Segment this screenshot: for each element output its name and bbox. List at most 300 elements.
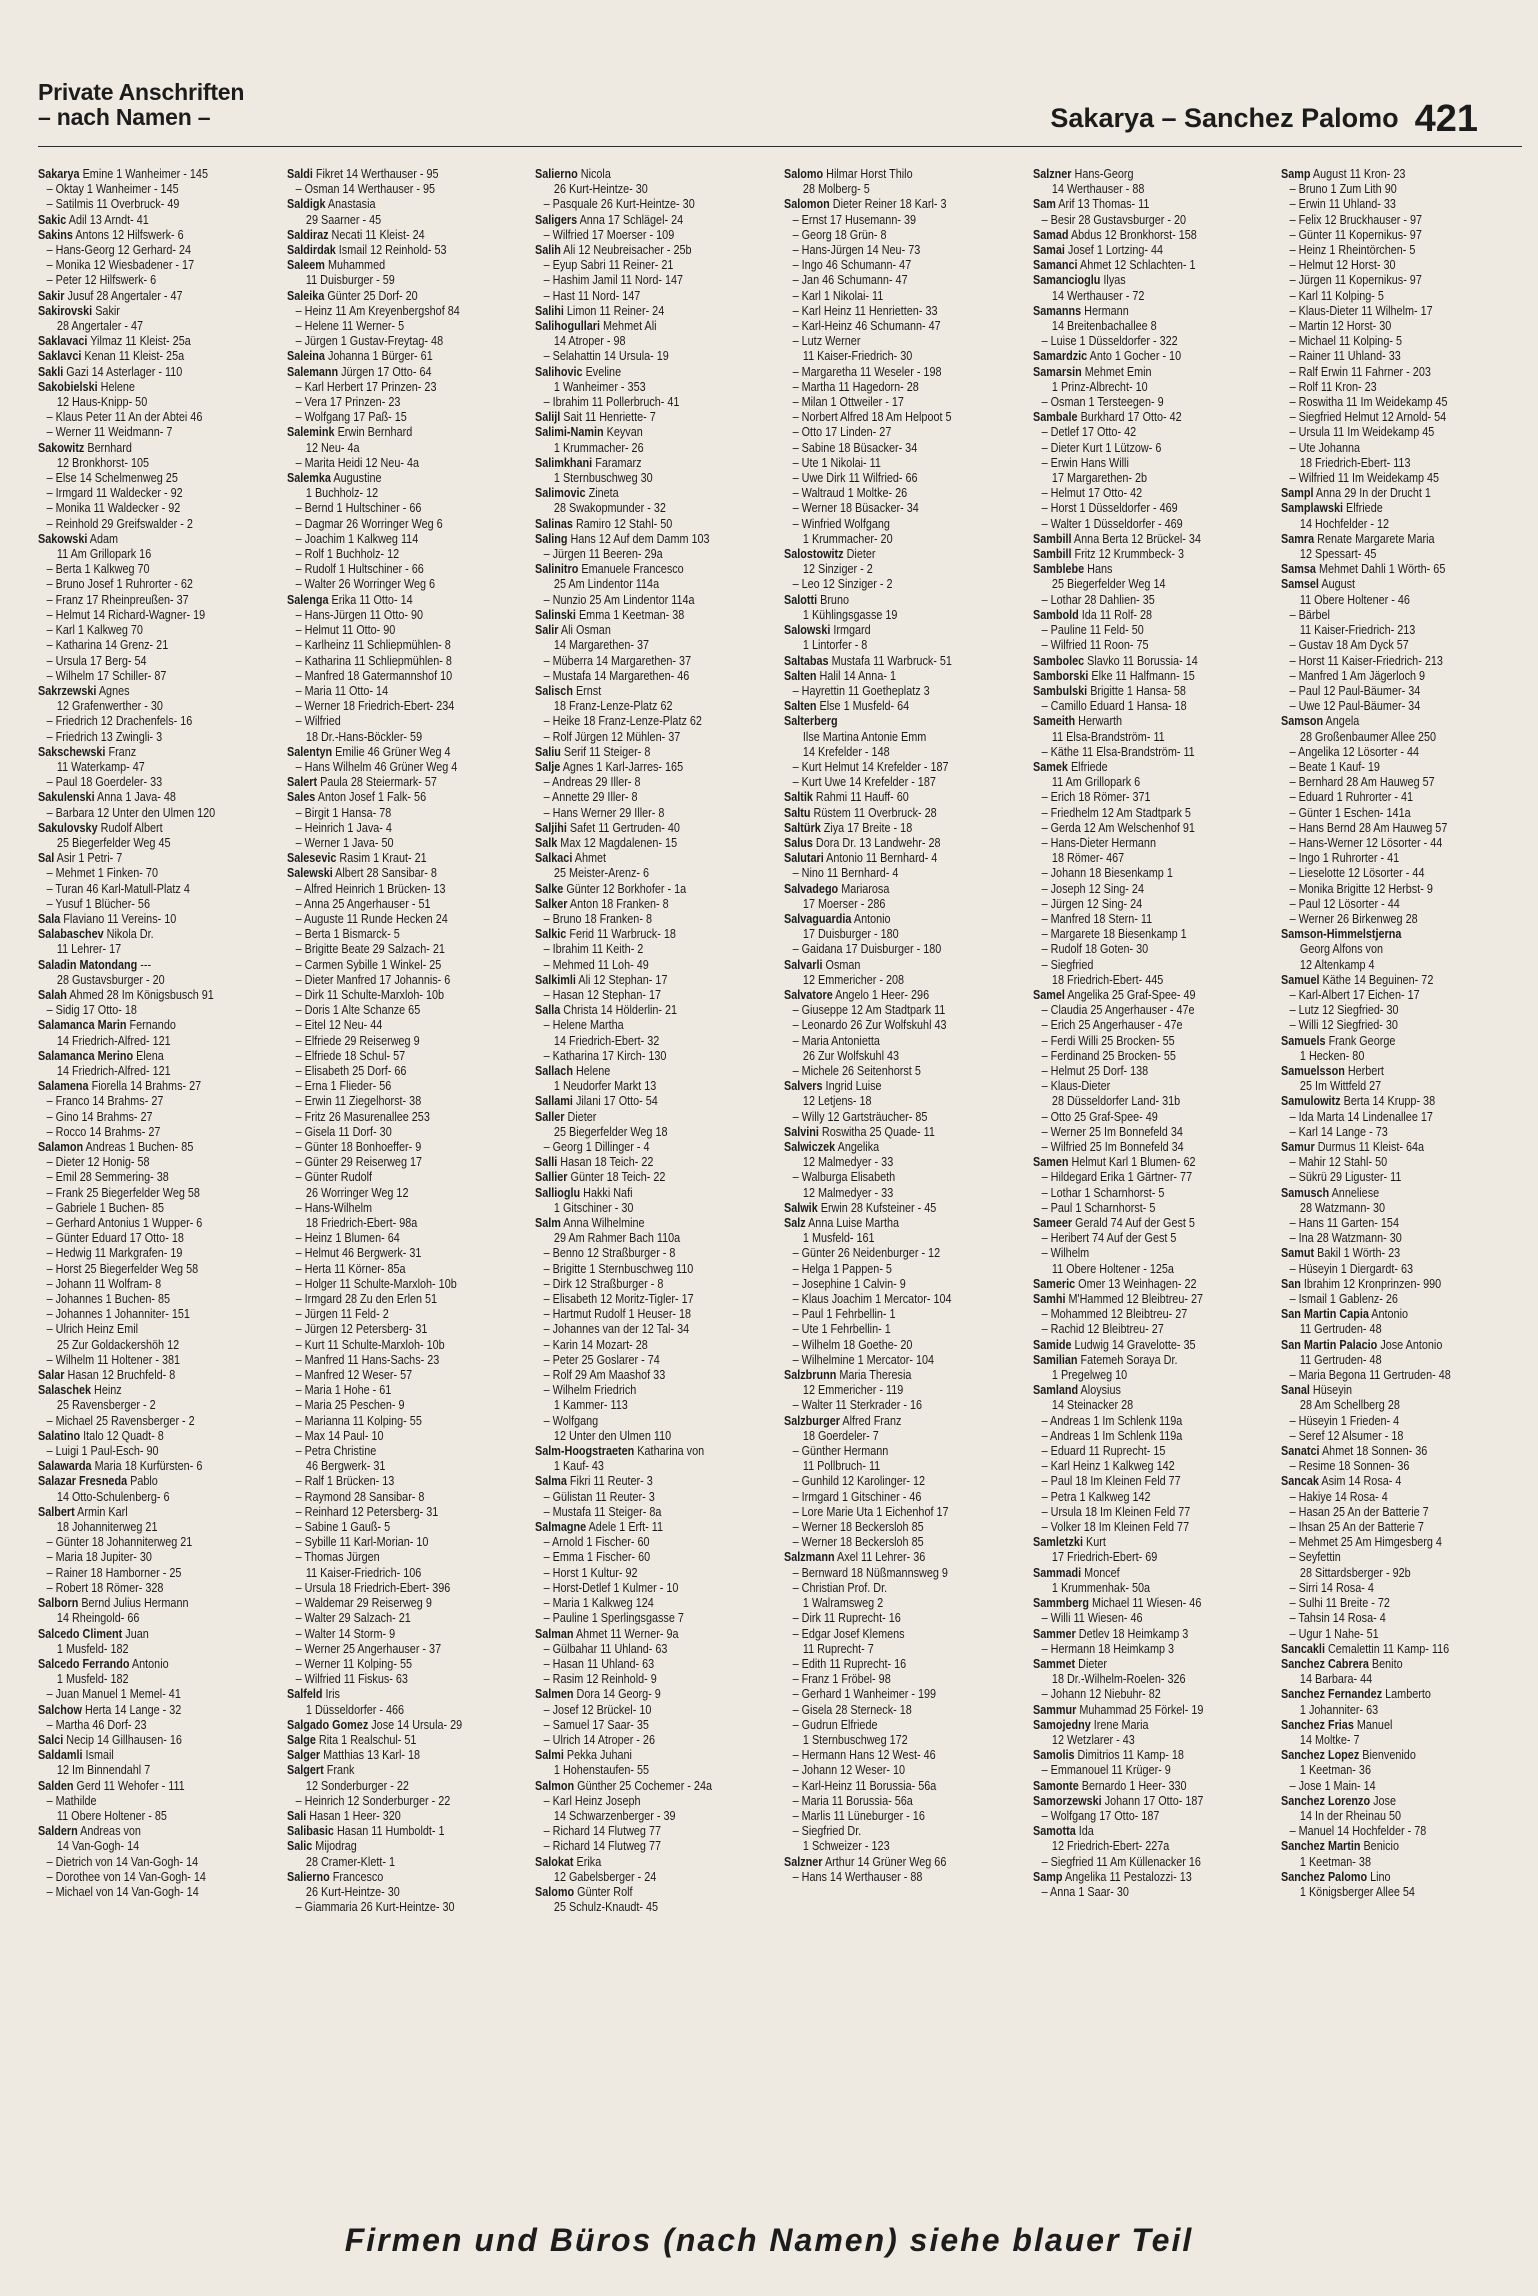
directory-entry [1281,654,1521,669]
entry-details: – Hakiye 14 Rosa- 4 [1289,1489,1389,1504]
surname: Samen [1032,1155,1069,1170]
directory-entry [535,882,775,897]
entry-details: Hans-Georg [1071,167,1134,181]
directory-entry [287,1763,527,1778]
entry-details: 12 Wetzlarer - 43 [1051,1732,1135,1747]
surname: Salazar Fresneda [38,1474,128,1489]
surname: Salvadego [784,881,839,896]
entry-details: – Lieselotte 12 Lösorter - 44 [1289,866,1425,881]
directory-entry [784,1262,1024,1277]
directory-entry [287,897,527,912]
entry-details: Angelika [835,1140,880,1154]
directory-entry [784,1748,1024,1763]
directory-entry [1033,486,1273,501]
directory-entry [38,866,278,881]
entry-details: – Maria Begona 11 Gertruden- 48 [1289,1368,1452,1383]
surname: Salmagne [535,1520,587,1535]
entry-details: – Dorothee von 14 Van-Gogh- 14 [46,1869,206,1884]
directory-entry [535,441,775,456]
directory-entry [535,1520,775,1535]
directory-entry [784,821,1024,836]
directory-entry [38,1353,278,1368]
entry-details: 11 Am Grillopark 16 [56,547,152,562]
entry-details: – Ralf 1 Brücken- 13 [295,1474,395,1489]
entry-details: Agnes 1 Karl-Jarres- 165 [560,759,684,774]
surname: Saldirdak [286,243,336,258]
directory-entry [287,319,527,334]
entry-details: Elfriede [1067,759,1108,774]
directory-entry [287,425,527,440]
surname: Salzner [784,1854,823,1869]
entry-details: – Petra Christine [295,1444,376,1459]
entry-details: Antonio 11 Bernhard- 4 [823,851,938,866]
directory-entry [38,942,278,957]
directory-entry [784,167,1024,182]
entry-details: 18 Friedrich-Ebert- 113 [1300,455,1411,470]
directory-entry [1033,319,1273,334]
entry-details: – Seref 12 Alsumer - 18 [1289,1428,1404,1443]
directory-entry [38,1110,278,1125]
directory-entry [784,471,1024,486]
directory-entry [1281,410,1521,425]
directory-entry [287,1718,527,1733]
directory-entry [38,1611,278,1626]
directory-entry [1281,1383,1521,1398]
surname: Samuel [1281,972,1320,987]
directory-entry [1281,547,1521,562]
entry-details: – Osman 14 Werthauser - 95 [295,182,435,197]
entry-details: 1 Wanheimer - 353 [554,379,646,394]
entry-details: – Dieter Manfred 17 Johannis- 6 [295,972,451,987]
directory-entry [287,547,527,562]
entry-details: Renate Margarete Maria [1314,531,1435,546]
surname: Sanchez Lorenzo [1281,1793,1371,1808]
directory-entry [287,1170,527,1185]
entry-details: – Doris 1 Alte Schanze 65 [295,1003,420,1018]
directory-entry [287,1611,527,1626]
entry-details: 1 Krummacher- 20 [802,531,893,546]
surname: Saldern [38,1824,78,1839]
entry-details: – Angelika 12 Lösorter - 44 [1289,744,1420,759]
directory-entry [535,182,775,197]
directory-entry [38,319,278,334]
directory-entry [38,1459,278,1474]
directory-entry [1033,1094,1273,1109]
directory-entry [1281,988,1521,1003]
entry-details: Muhammed [324,258,385,273]
directory-entry [1281,1642,1521,1657]
surname: Samletzki [1032,1535,1083,1550]
entry-details: – Gülbahar 11 Uhland- 63 [543,1641,668,1656]
directory-entry [1281,669,1521,684]
entry-details: Hans 12 Auf dem Damm 103 [567,531,710,546]
entry-details: – Leonardo 26 Zur Wolfskuhl 43 [792,1018,947,1033]
entry-details: – Barbara 12 Unter den Ulmen 120 [46,805,216,820]
directory-entry [1033,958,1273,973]
entry-details: – Michael 11 Kolping- 5 [1289,334,1403,349]
surname: Samanci [1032,258,1078,273]
entry-details: Bernardo 1 Heer- 330 [1078,1778,1187,1793]
directory-entry [38,927,278,942]
entry-details: – Marlis 11 Lüneburger - 16 [792,1808,925,1823]
entry-details: Frank George [1325,1033,1396,1048]
page-range-header [1050,94,1478,140]
entry-details: – Siegfried [1041,957,1094,972]
directory-entry [535,562,775,577]
entry-details: 28 Molberg- 5 [802,182,870,197]
directory-entry [1033,912,1273,927]
directory-entry [1033,1703,1273,1718]
directory-entry [535,790,775,805]
directory-entry [535,258,775,273]
entry-details: – Hermann 18 Heimkamp 3 [1041,1641,1174,1656]
directory-entry [1033,1307,1273,1322]
entry-details: 18 Dr.-Hans-Böckler- 59 [305,729,422,744]
surname: Samsel [1281,577,1320,592]
entry-details: Emanuele Francesco [578,562,685,577]
directory-entry [784,1216,1024,1231]
directory-entry [38,638,278,653]
entry-details: – Manfred 12 Weser- 57 [295,1368,412,1383]
surname: Samhi [1032,1292,1066,1307]
directory-entry [784,1687,1024,1702]
surname: Saligers [535,212,578,227]
surname: Sanchez Fernandez [1281,1687,1383,1702]
directory-entry [287,1398,527,1413]
directory-entry [535,547,775,562]
entry-details: Andreas 1 Buchen- 85 [83,1140,194,1154]
surname: Saltabas [784,653,829,668]
directory-entry [784,1155,1024,1170]
surname: Salotti [784,592,818,607]
entry-details: 11 Gertruden- 48 [1300,1352,1382,1367]
directory-entry [1281,1748,1521,1763]
entry-details: – Joachim 1 Kalkweg 114 [295,531,418,546]
directory-entry [287,623,527,638]
entry-details: – Luise 1 Düsseldorfer - 322 [1041,334,1178,349]
entry-details: Benito [1369,1656,1403,1671]
directory-entry [1281,836,1521,851]
directory-entry [1281,289,1521,304]
directory-entry [784,851,1024,866]
directory-entry [535,1566,775,1581]
entry-details: – Hans Wilhelm 46 Grüner Weg 4 [295,759,458,774]
directory-entry [784,213,1024,228]
entry-details: Dieter [843,547,876,562]
entry-details: Abdus 12 Bronkhorst- 158 [1068,227,1197,242]
entry-details: – Jan 46 Schumann- 47 [792,273,908,288]
directory-entry [535,1535,775,1550]
directory-entry [1033,1170,1273,1185]
surname: Salke [535,881,564,896]
entry-details: – Giammaria 26 Kurt-Heintze- 30 [295,1900,455,1915]
directory-entry [535,806,775,821]
directory-entry [287,1094,527,1109]
entry-details: Ibrahim 12 Kronprinzen- 990 [1301,1276,1442,1291]
entry-details: – Jürgen 1 Gustav-Freytag- 48 [295,334,443,349]
entry-details: 12 Haus-Knipp- 50 [56,395,148,410]
entry-details: 28 Watzmann- 30 [1300,1200,1386,1215]
directory-entry [287,912,527,927]
entry-details: – Ferdi Willi 25 Brocken- 55 [1041,1033,1175,1048]
directory-entry [1281,1733,1521,1748]
directory-entry [287,1581,527,1596]
directory-entry [535,1110,775,1125]
directory-entry [535,1246,775,1261]
entry-details: – Emil 28 Semmering- 38 [46,1170,169,1185]
directory-entry [535,836,775,851]
surname: Salten [784,699,817,714]
directory-entry [1033,380,1273,395]
entry-details: 1 Pregelweg 10 [1051,1368,1127,1383]
entry-details: 1 Gitschiner - 30 [554,1200,634,1215]
entry-details: – Karl-Heinz 11 Borussia- 56a [792,1778,937,1793]
directory-entry [1033,365,1273,380]
entry-details: – Käthe 11 Elsa-Brandström- 11 [1041,744,1195,759]
directory-entry [38,197,278,212]
directory-entry [287,1809,527,1824]
entry-details: Mehmet Ali [600,319,657,334]
surname: Salaschek [38,1383,91,1398]
surname: Salisch [535,683,574,698]
entry-details: – Willy 12 Gartsträucher- 85 [792,1109,928,1124]
directory-entry [1281,973,1521,988]
surname: Salzbrunn [784,1368,837,1383]
directory-entry [1033,730,1273,745]
entry-details: – Walter 26 Worringer Weg 6 [295,577,435,592]
directory-entry [1033,1368,1273,1383]
directory-entry [535,851,775,866]
directory-entry [1281,760,1521,775]
directory-entry [1281,1794,1521,1809]
entry-details: 17 Friedrich-Ebert- 69 [1051,1550,1157,1565]
directory-entry [287,760,527,775]
entry-details: Hans [1083,562,1113,577]
directory-entry [1033,1824,1273,1839]
surname: Salge [286,1732,316,1747]
directory-entry [784,760,1024,775]
directory-entry [784,365,1024,380]
directory-entry [784,1779,1024,1794]
entry-details: – Felix 12 Bruckhauser - 97 [1289,212,1423,227]
entry-details: – Manfred 1 Am Jägerloch 9 [1289,668,1426,683]
entry-details: Roswitha 25 Quade- 11 [818,1124,935,1139]
directory-entry [535,760,775,775]
directory-entry [38,897,278,912]
entry-details: Elke 11 Halfmann- 15 [1088,668,1195,683]
entry-details: – Carmen Sybille 1 Winkel- 25 [295,957,441,972]
entry-details: – Willi 12 Siegfried- 30 [1289,1018,1399,1033]
entry-details: Alfred Franz [839,1413,902,1428]
entry-details: – Margarete 18 Biesenkamp 1 [1041,927,1187,942]
directory-entry [287,1839,527,1854]
directory-entry [1281,1490,1521,1505]
entry-details: – Franco 14 Brahms- 27 [46,1094,164,1109]
directory-entry [38,273,278,288]
entry-details: Anneliese [1329,1185,1380,1200]
directory-entry [784,410,1024,425]
directory-entry [784,1596,1024,1611]
entry-details: – Claudia 25 Angerhauser - 47e [1041,1003,1195,1018]
entry-details: Rahmi 11 Hauff- 60 [812,790,909,805]
entry-details: Hasan 18 Teich- 22 [557,1155,654,1170]
directory-entry [535,1581,775,1596]
directory-entry [38,1687,278,1702]
surname: Salkaci [535,851,573,866]
entry-details: – Frank 25 Biegerfelder Weg 58 [46,1185,200,1200]
directory-entry [784,1429,1024,1444]
entry-details: – Turan 46 Karl-Matull-Platz 4 [46,881,190,896]
directory-entry [535,395,775,410]
entry-details: Slavko 11 Borussia- 14 [1083,653,1198,668]
entry-details: Ziya 17 Breite - 18 [820,820,913,835]
entry-details: – Margaretha 11 Weseler - 198 [792,364,942,379]
entry-details: – Georg 1 Dillinger - 4 [543,1140,650,1154]
surname: Sakarya [38,167,80,181]
entry-details: – Bruno Josef 1 Ruhrorter - 62 [46,577,193,592]
directory-entry [784,1839,1024,1854]
directory-entry [287,289,527,304]
directory-entry [287,638,527,653]
directory-entry [1281,1262,1521,1277]
surname: Sambill [1032,531,1072,546]
directory-entry [287,182,527,197]
column-6 [1281,167,1522,2073]
directory-entry [38,441,278,456]
surname: Saltik [784,790,813,805]
entry-details: – Paul 18 Im Kleinen Feld 77 [1041,1474,1181,1489]
entry-details: – Ida Marta 14 Lindenallee 17 [1289,1109,1434,1124]
entry-details: – Benno 12 Straßburger - 8 [543,1246,676,1261]
entry-details: 18 Römer- 467 [1051,851,1124,866]
directory-entry [1281,1125,1521,1140]
entry-details: – Mehmed 11 Loh- 49 [543,957,650,972]
directory-entry [535,775,775,790]
directory-entry [784,942,1024,957]
directory-entry [784,1444,1024,1459]
directory-entry [1033,1246,1273,1261]
directory-entry [1033,806,1273,821]
directory-entry [535,1870,775,1885]
entry-details: – Ursula 11 Im Weidekamp 45 [1289,425,1435,440]
directory-entry [287,1201,527,1216]
directory-entry [535,912,775,927]
directory-entry [38,486,278,501]
surname: Samson-Himmelstjerna [1281,927,1402,942]
directory-entry [1281,1672,1521,1687]
entry-details: – Günter 1 Eschen- 141a [1289,805,1411,820]
surname: Samel [1032,987,1065,1002]
entry-details: – Samuel 17 Saar- 35 [543,1717,650,1732]
entry-details: 12 Malmedyer - 33 [802,1185,894,1200]
directory-entry [784,1094,1024,1109]
directory-entry [784,1642,1024,1657]
entry-details: 14 Hochfelder - 12 [1300,516,1390,531]
directory-entry [38,1368,278,1383]
entry-details: 18 Dr.-Wilhelm-Roelen- 326 [1051,1672,1186,1687]
directory-entry [1281,1170,1521,1185]
surname: Sanchez Frias [1281,1717,1355,1732]
section-heading [38,80,244,130]
entry-details: Elfriede [1343,501,1384,516]
surname: Sakins [38,227,73,242]
directory-entry [1281,1064,1521,1079]
directory-entry [535,1125,775,1140]
directory-entry [1281,1535,1521,1550]
directory-entry [38,577,278,592]
directory-entry [535,897,775,912]
directory-entry [535,365,775,380]
directory-entry [535,349,775,364]
entry-details: – Helmut 14 Richard-Wagner- 19 [46,607,206,622]
directory-entry [38,912,278,927]
entry-details: Durmus 11 Kleist- 64a [1315,1140,1425,1154]
entry-details: – Erwin 11 Ziegelhorst- 38 [295,1094,421,1109]
surname: Saljihi [535,820,568,835]
entry-details: – Hasan 25 An der Batterie 7 [1289,1504,1430,1519]
directory-entry [38,1627,278,1642]
entry-details: 28 Großenbaumer Allee 250 [1300,729,1437,744]
directory-entry [287,1414,527,1429]
directory-entry [1281,365,1521,380]
directory-entry [1033,1535,1273,1550]
directory-entry [784,547,1024,562]
entry-details: – Martha 46 Dorf- 23 [46,1717,147,1732]
directory-entry [38,699,278,714]
directory-entry [1281,1657,1521,1672]
entry-details: Sakir [92,303,120,318]
surname: Salert [286,775,317,790]
surname: Salvers [784,1079,823,1094]
entry-details: 14 Atroper - 98 [554,334,626,349]
directory-entry [535,213,775,228]
entry-details: Emilie 46 Grüner Weg 4 [331,744,451,759]
surname: Samide [1032,1337,1072,1352]
entry-details: – Klaus Peter 11 An der Abtei 46 [46,410,203,425]
entry-details: – Werner 25 Angerhauser - 37 [295,1641,441,1656]
entry-details: 26 Kurt-Heintze- 30 [554,182,649,197]
entry-details: Anna Berta 12 Brückel- 34 [1071,531,1201,546]
directory-entry [287,1262,527,1277]
entry-details: – Johann 12 Weser- 10 [792,1763,906,1778]
entry-details: Mehmet Dahli 1 Wörth- 65 [1316,562,1446,577]
directory-entry [1033,1794,1273,1809]
directory-entry [535,1748,775,1763]
directory-entry [38,532,278,547]
entry-details: 1 Königsberger Allee 54 [1300,1884,1416,1899]
entry-details: 1 Prinz-Albrecht- 10 [1051,379,1148,394]
entry-details: 12 Sonderburger - 22 [305,1778,409,1793]
directory-entry [38,365,278,380]
directory-entry [784,1535,1024,1550]
directory-entry [1281,1809,1521,1824]
surname: Salamanca Marin [38,1018,127,1033]
directory-entry [1281,1338,1521,1353]
directory-entry [287,1550,527,1565]
directory-entry [784,1474,1024,1489]
directory-entry [1033,897,1273,912]
surname: Samland [1032,1383,1078,1398]
directory-entry [1281,349,1521,364]
directory-entry [1281,1885,1521,1900]
entry-details: 1 Sternbuschweg 30 [554,471,654,486]
directory-entry [1281,775,1521,790]
entry-details: – Ina 28 Watzmann- 30 [1289,1231,1403,1246]
directory-entry [784,1338,1024,1353]
directory-entry [1033,714,1273,729]
directory-entry [38,1885,278,1900]
entry-details: 25 Biegerfelder Weg 45 [56,835,171,850]
